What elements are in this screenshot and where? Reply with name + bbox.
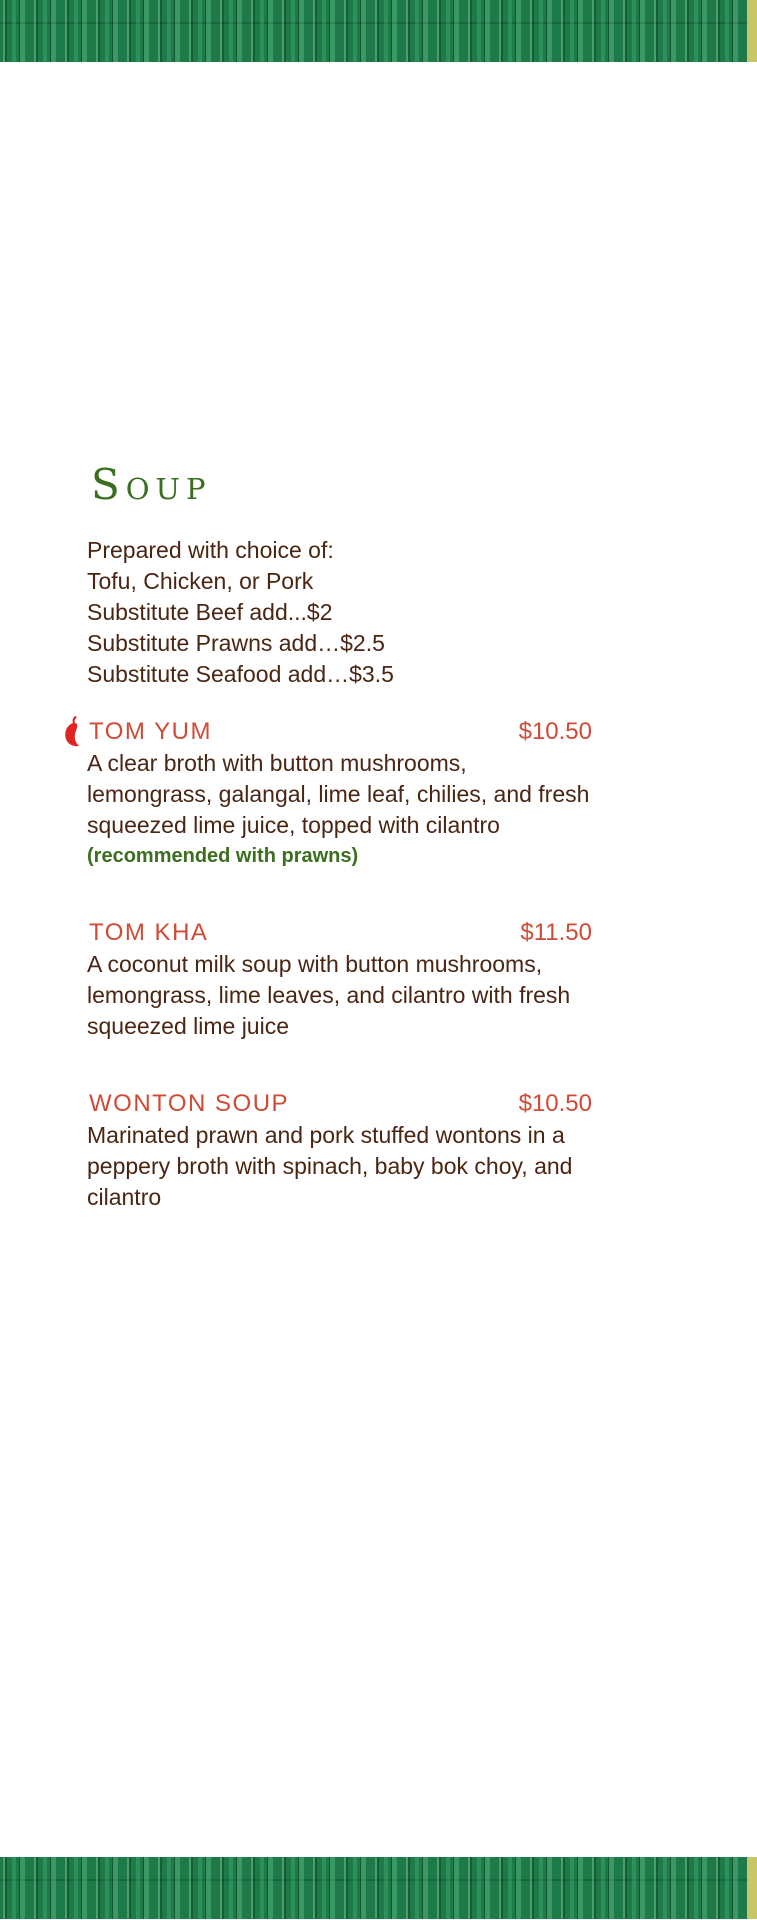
soup-section [87,460,607,1213]
chili-pepper-icon [63,714,85,748]
item-description: A coconut milk soup with button mushrooms, lemongrass, lime leaves, and cilantro with fresh squeezed lime juice [87,951,571,1039]
intro-line: Substitute Seafood add…$3.5 [87,661,394,687]
item-name: WONTON SOUP [89,1090,290,1117]
section-title: Soup [91,460,212,509]
item-description: Marinated prawn and pork stuffed wontons in a peppery broth with spinach, baby bok choy, and cilantro [87,1122,573,1210]
item-price: $10.50 [518,718,592,745]
section-intro [87,535,607,690]
item-name: TOM KHA [89,919,209,946]
item-price: $10.50 [518,1090,592,1117]
menu-item-wonton-soup [87,1090,607,1213]
bamboo-banner-top [0,0,757,62]
item-name: TOM YUM [89,718,212,745]
menu-item-tom-kha [87,919,607,1042]
intro-line: Tofu, Chicken, or Pork [87,568,314,594]
item-price: $11.50 [520,919,592,946]
item-note: (recommended with prawns) [87,845,359,867]
banner-edge [747,1857,757,1919]
menu-item-tom-yum [87,718,607,871]
banner-edge [747,0,757,62]
intro-line: Prepared with choice of: [87,537,334,563]
intro-line: Substitute Beef add...$2 [87,599,333,625]
intro-line: Substitute Prawns add…$2.5 [87,630,385,656]
bamboo-banner-bottom [0,1857,757,1919]
item-description: A clear broth with button mushrooms, lemongrass, galangal, lime leaf, chilies, and fresh squeezed lime juice, topped with cilantro [87,750,590,838]
